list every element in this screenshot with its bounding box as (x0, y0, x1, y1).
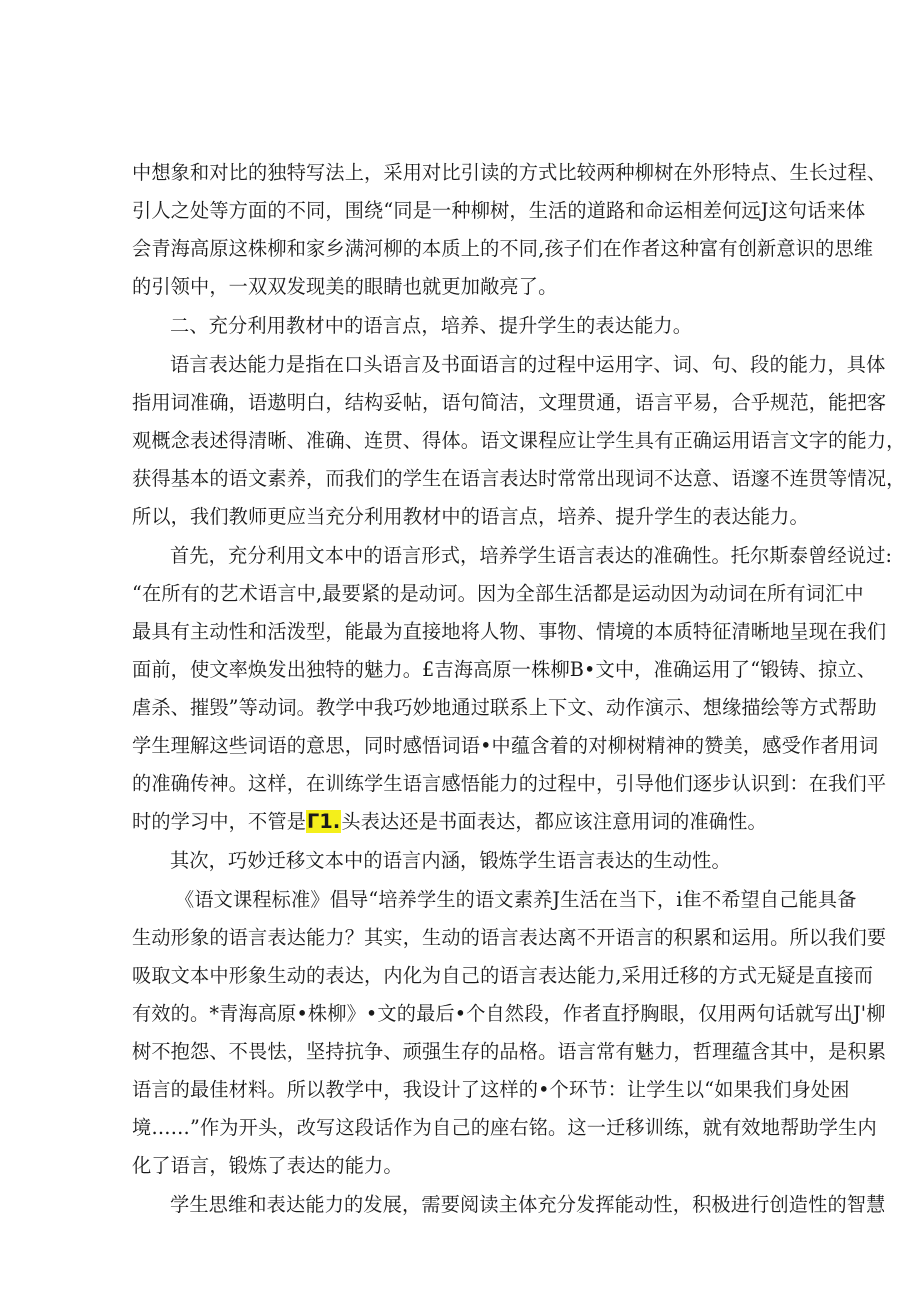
text-line-21: 生动形象的语言表达能力？其实，生动的语言表达离不开语言的积累和运用。所以我们要 (132, 926, 887, 949)
text-line-22: 吸取文本中形象生动的表达，内化为自己的语言表达能力,采用迁移的方式无疑是直接而 (132, 964, 874, 987)
text-line-25: 语言的最佳材料。所以教学中，我设计了这样的•个环节：让学生以“如果我们身处困 (132, 1078, 850, 1101)
text-line-11: 首先，充分利用文本中的语言形式，培养学生语言表达的准确性。托尔斯泰曾经说过: (170, 544, 893, 567)
text-line-7: 指用词准确，语遨明白，结构妥帖，语句简洁，文理贯通，语言平易，合乎规范，能把客 (132, 391, 887, 414)
text-line-24: 树不抱怨、不畏怯，坚持抗争、顽强生存的品格。语言常有魅力，哲理蕴含其中，是积累 (132, 1040, 887, 1063)
text-line-10: 所以，我们教师更应当充分利用教材中的语言点，培养、提升学生的表达能力。 (132, 505, 809, 528)
text-line-17: 的准确传神。这样，在训练学生语言感悟能力的过程中，引导他们逐步认识到：在我们平 (132, 772, 887, 795)
text-line-8: 观概念表述得清晰、准确、连贯、得体。语文课程应让学生具有正确运用语言文字的能力， (132, 429, 906, 452)
text-line-20: 《语文课程标准》倡导“培养学生的语文素养J生活在当下，i隹不希望自己能具备 (175, 888, 857, 911)
text-line-27: 化了语言，锻炼了表达的能力。 (132, 1154, 403, 1177)
text-line-28: 学生思维和表达能力的发展，需要阅读主体充分发挥能动性，积极进行创造性的智慧 (170, 1193, 886, 1216)
text-line-15: 虐杀、摧毁”等动词。教学中我巧妙地通过联系上下文、动作演示、想缘描绘等方式帮助 (132, 696, 877, 719)
text-line-26: 境……”作为开头，改写这段话作为自己的座右铭。这一迁移训练，就有效地帮助学生内 (132, 1116, 877, 1139)
text-line-18-before: 时的学习中，不管是 (132, 810, 307, 833)
highlighted-text: Γ1. (307, 810, 341, 833)
text-line-18-after: 头表达还是书面表达，都应该注意用词的准确性。 (341, 810, 767, 833)
text-line-3: 会青海高原这株柳和家乡满河柳的本质上的不同,孩子们在作者这种富有创新意识的思维 (132, 237, 874, 260)
text-line-18 (132, 809, 796, 835)
text-line-9: 获得基本的语文素养，而我们的学生在语言表达时常常出现词不达意、语邃不连贯等情况， (132, 467, 906, 490)
text-line-6: 语言表达能力是指在口头语言及书面语言的过程中运用字、词、句、段的能力，具体 (170, 353, 886, 376)
text-line-2: 引人之处等方面的不同，围绕“同是一种柳树，生活的道路和命运相差何远J这句话来体 (132, 199, 866, 222)
section-heading-2: 二、充分利用教材中的语言点，培养、提升学生的表达能力。 (170, 314, 693, 337)
text-line-14: 面前，使文率焕发出独特的魅力。£吉海高原一株柳B•文中，准确运用了“锻铸、掠立、 (132, 658, 877, 681)
text-line-16: 学生理解这些词语的意思，同时感悟词语•中蕴含着的对柳树精神的赞美，感受作者用词 (132, 734, 879, 757)
text-line-13: 最具有主动性和活泼型，能最为直接地将人物、事物、情境的本质特征清晰地呈现在我们 (132, 620, 887, 643)
text-line-12: “在所有的艺术语言中,最要紧的是动诃。因为全部生活都是运动因为动词在所有词汇中 (132, 582, 864, 605)
text-line-1: 中想象和对比的独特写法上，采用对比引读的方式比较两种柳树在外形特点、生长过程、 (132, 161, 887, 184)
text-line-23: 有效的。*青海高原•株柳》•文的最后•个自然段，作者直抒胸眼，仅用两句话就写出J'柳 (132, 1002, 886, 1025)
text-line-19: 其次，巧妙迁移文本中的语言内涵，锻炼学生语言表达的生动性。 (170, 849, 731, 872)
text-line-4: 的引领中，一双双发现美的眼睛也就更加敞亮了。 (132, 275, 558, 298)
